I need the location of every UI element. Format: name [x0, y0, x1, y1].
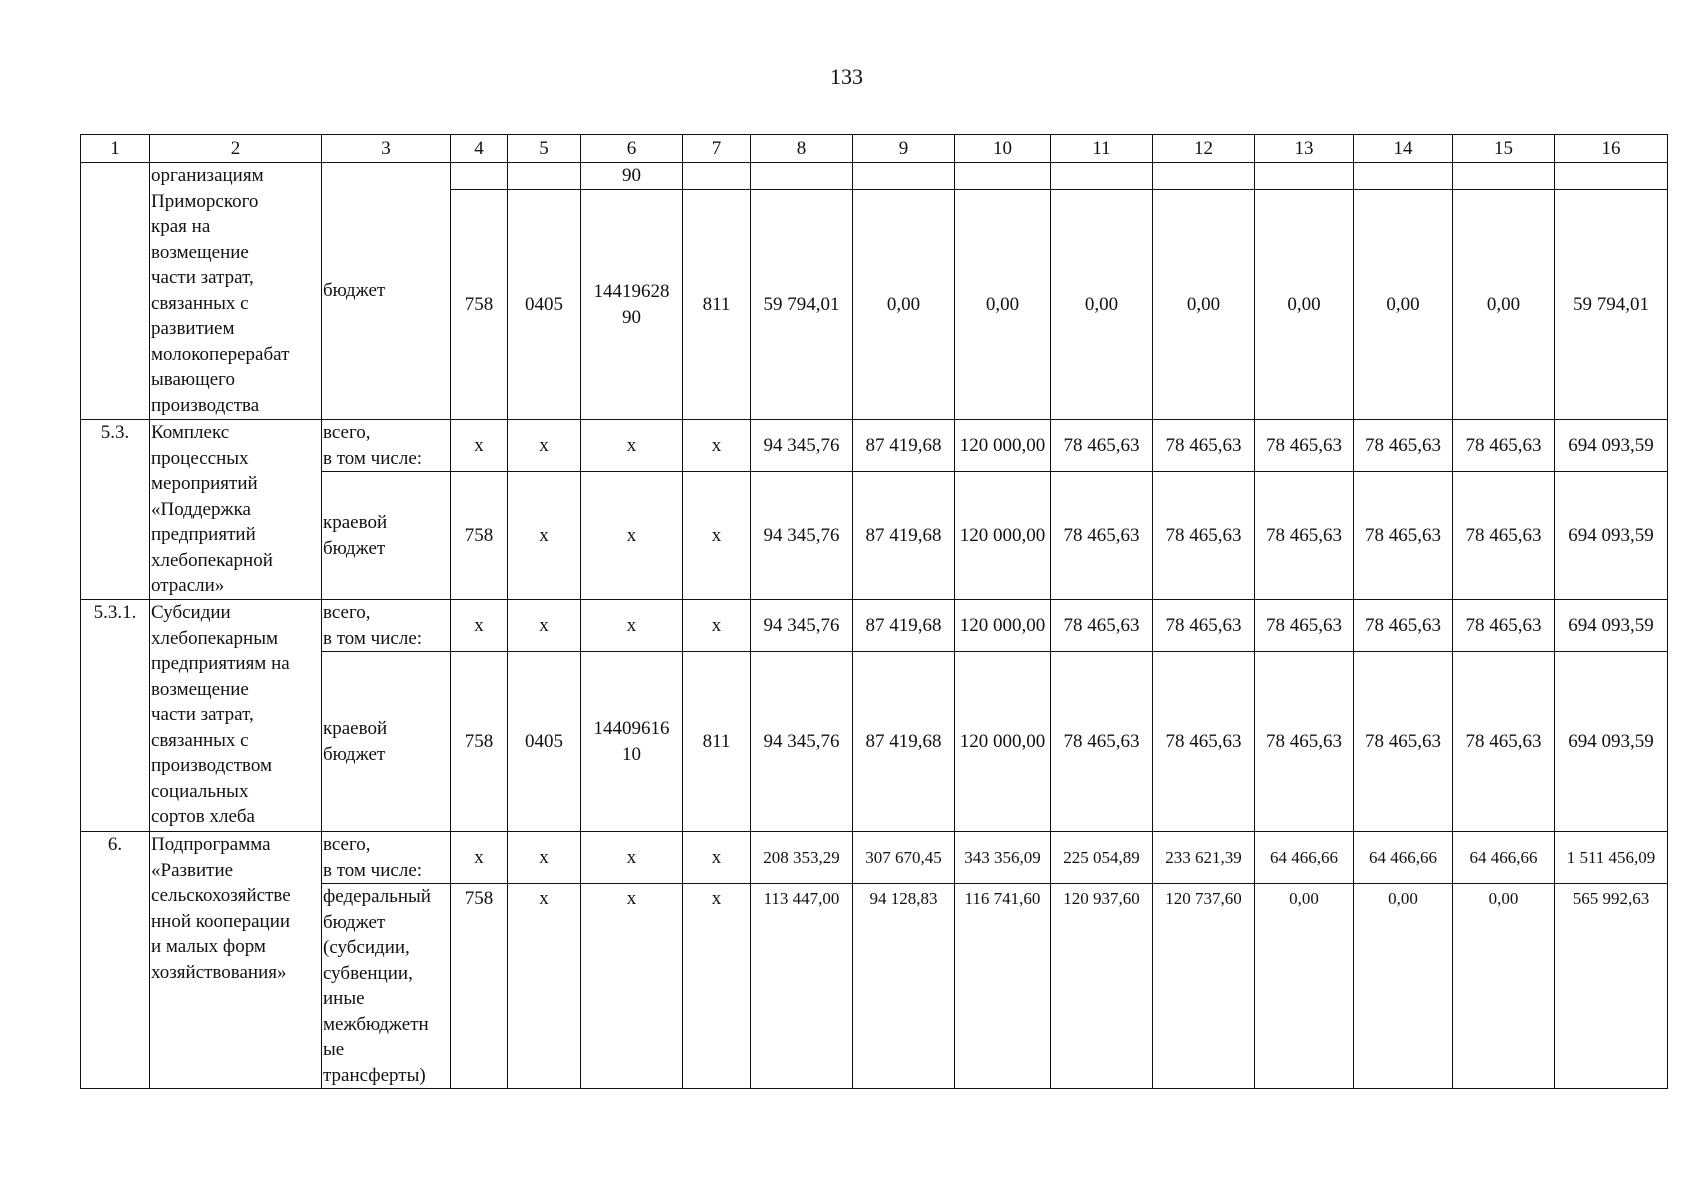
funding-source: бюджет — [322, 163, 451, 420]
value-cell: 307 670,45 — [853, 832, 955, 884]
value-cell: 120 937,60 — [1051, 884, 1153, 1089]
value-cell: 64 466,66 — [1453, 832, 1555, 884]
value-cell: 78 465,63 — [1153, 472, 1255, 600]
value-cell: 87 419,68 — [853, 472, 955, 600]
value-cell: 94 345,76 — [751, 600, 853, 652]
table-cell — [1354, 163, 1453, 190]
table-cell — [451, 163, 508, 190]
value-cell: 78 465,63 — [1453, 652, 1555, 832]
code-cell: 0405 — [508, 190, 581, 420]
value-cell: 78 465,63 — [1051, 652, 1153, 832]
value-cell: 116 741,60 — [955, 884, 1051, 1089]
header-cell: 13 — [1255, 135, 1354, 163]
header-cell: 10 — [955, 135, 1051, 163]
table-cell — [683, 163, 751, 190]
code-cell: х — [683, 884, 751, 1089]
table-row — [81, 832, 1668, 884]
table-row — [81, 420, 1668, 472]
header-cell: 5 — [508, 135, 581, 163]
value-cell: 78 465,63 — [1255, 420, 1354, 472]
value-cell: 694 093,59 — [1555, 652, 1668, 832]
value-cell: 78 465,63 — [1255, 652, 1354, 832]
header-cell: 8 — [751, 135, 853, 163]
table-cell — [853, 163, 955, 190]
value-cell: 59 794,01 — [751, 190, 853, 420]
value-cell: 78 465,63 — [1051, 420, 1153, 472]
funding-source: федеральный бюджет (субсидии, субвенции, иные межбюджетн ые трансферты) — [322, 884, 451, 1089]
funding-source: всего, в том числе: — [322, 832, 451, 884]
funding-source: краевой бюджет — [322, 472, 451, 600]
code-cell: х — [683, 420, 751, 472]
value-cell: 78 465,63 — [1255, 600, 1354, 652]
measure-name: Субсидии хлебопекарным предприятиям на возмещение части затрат, связанных с производством социальных сортов хлеба — [150, 600, 322, 832]
value-cell: 59 794,01 — [1555, 190, 1668, 420]
code-cell: х — [581, 600, 683, 652]
table-row — [81, 600, 1668, 652]
value-cell: 0,00 — [1153, 190, 1255, 420]
code-cell: х — [508, 832, 581, 884]
table-cell — [955, 163, 1051, 190]
header-cell: 11 — [1051, 135, 1153, 163]
value-cell: 94 345,76 — [751, 472, 853, 600]
header-row — [81, 135, 1668, 163]
value-cell: 78 465,63 — [1354, 472, 1453, 600]
code-cell: 90 — [581, 163, 683, 190]
code-cell: 14409616 10 — [581, 652, 683, 832]
value-cell: 78 465,63 — [1354, 652, 1453, 832]
value-cell: 694 093,59 — [1555, 600, 1668, 652]
row-index: 5.3. — [81, 420, 150, 600]
code-cell: х — [581, 472, 683, 600]
header-cell: 7 — [683, 135, 751, 163]
value-cell: 78 465,63 — [1453, 472, 1555, 600]
funding-source: всего, в том числе: — [322, 600, 451, 652]
header-cell: 3 — [322, 135, 451, 163]
value-cell: 0,00 — [1453, 884, 1555, 1089]
value-cell: 87 419,68 — [853, 420, 955, 472]
value-cell: 0,00 — [1354, 190, 1453, 420]
code-cell: х — [451, 832, 508, 884]
code-cell: х — [683, 832, 751, 884]
value-cell: 78 465,63 — [1453, 420, 1555, 472]
value-cell: 120 000,00 — [955, 472, 1051, 600]
code-cell: х — [508, 600, 581, 652]
value-cell: 0,00 — [853, 190, 955, 420]
value-cell: 694 093,59 — [1555, 420, 1668, 472]
value-cell: 78 465,63 — [1051, 600, 1153, 652]
table-cell — [508, 163, 581, 190]
code-cell: 758 — [451, 884, 508, 1089]
value-cell: 120 737,60 — [1153, 884, 1255, 1089]
value-cell: 78 465,63 — [1051, 472, 1153, 600]
table-cell — [751, 163, 853, 190]
row-index: 6. — [81, 832, 150, 1089]
header-cell: 16 — [1555, 135, 1668, 163]
value-cell: 0,00 — [1453, 190, 1555, 420]
value-cell: 113 447,00 — [751, 884, 853, 1089]
code-cell: 758 — [451, 652, 508, 832]
value-cell: 94 345,76 — [751, 420, 853, 472]
header-cell: 15 — [1453, 135, 1555, 163]
value-cell: 64 466,66 — [1354, 832, 1453, 884]
value-cell: 94 345,76 — [751, 652, 853, 832]
code-cell: х — [581, 884, 683, 1089]
code-cell: 0405 — [508, 652, 581, 832]
header-cell: 1 — [81, 135, 150, 163]
header-cell: 14 — [1354, 135, 1453, 163]
code-cell: 758 — [451, 190, 508, 420]
value-cell: 120 000,00 — [955, 652, 1051, 832]
value-cell: 208 353,29 — [751, 832, 853, 884]
table-cell — [1153, 163, 1255, 190]
value-cell: 78 465,63 — [1153, 420, 1255, 472]
header-cell: 9 — [853, 135, 955, 163]
table-cell — [1453, 163, 1555, 190]
code-cell: 811 — [683, 190, 751, 420]
value-cell: 225 054,89 — [1051, 832, 1153, 884]
code-cell: 811 — [683, 652, 751, 832]
code-cell: х — [581, 420, 683, 472]
table-cell — [1255, 163, 1354, 190]
value-cell: 565 992,63 — [1555, 884, 1668, 1089]
value-cell: 120 000,00 — [955, 420, 1051, 472]
row-index — [81, 163, 150, 420]
code-cell: 14419628 90 — [581, 190, 683, 420]
value-cell: 0,00 — [955, 190, 1051, 420]
header-cell: 12 — [1153, 135, 1255, 163]
code-cell: х — [451, 420, 508, 472]
code-cell: 758 — [451, 472, 508, 600]
value-cell: 78 465,63 — [1255, 472, 1354, 600]
funding-source: краевой бюджет — [322, 652, 451, 832]
value-cell: 78 465,63 — [1153, 652, 1255, 832]
value-cell: 78 465,63 — [1354, 420, 1453, 472]
value-cell: 78 465,63 — [1453, 600, 1555, 652]
budget-table — [80, 134, 1668, 1089]
value-cell: 343 356,09 — [955, 832, 1051, 884]
value-cell: 1 511 456,09 — [1555, 832, 1668, 884]
measure-name: Комплекс процессных мероприятий «Поддержка предприятий хлебопекарной отрасли» — [150, 420, 322, 600]
header-cell: 6 — [581, 135, 683, 163]
table-cell — [1051, 163, 1153, 190]
value-cell: 87 419,68 — [853, 652, 955, 832]
value-cell: 78 465,63 — [1153, 600, 1255, 652]
code-cell: х — [508, 420, 581, 472]
value-cell: 87 419,68 — [853, 600, 955, 652]
value-cell: 0,00 — [1255, 884, 1354, 1089]
code-cell: х — [451, 600, 508, 652]
value-cell: 0,00 — [1354, 884, 1453, 1089]
value-cell: 694 093,59 — [1555, 472, 1668, 600]
code-cell: х — [508, 884, 581, 1089]
value-cell: 64 466,66 — [1255, 832, 1354, 884]
code-cell: х — [683, 600, 751, 652]
measure-name: организациям Приморского края на возмещение части затрат, связанных с развитием молокоперерабат ывающего производства — [150, 163, 322, 420]
table-row — [81, 163, 1668, 190]
value-cell: 233 621,39 — [1153, 832, 1255, 884]
code-cell: х — [508, 472, 581, 600]
value-cell: 94 128,83 — [853, 884, 955, 1089]
measure-name: Подпрограмма «Развитие сельскохозяйстве нной кооперации и малых форм хозяйствования» — [150, 832, 322, 1089]
page-number: 133 — [830, 64, 863, 89]
value-cell: 120 000,00 — [955, 600, 1051, 652]
row-index: 5.3.1. — [81, 600, 150, 832]
header-cell: 4 — [451, 135, 508, 163]
value-cell: 78 465,63 — [1354, 600, 1453, 652]
code-cell: х — [581, 832, 683, 884]
header-cell: 2 — [150, 135, 322, 163]
code-cell: х — [683, 472, 751, 600]
value-cell: 0,00 — [1051, 190, 1153, 420]
funding-source: всего, в том числе: — [322, 420, 451, 472]
table-cell — [1555, 163, 1668, 190]
value-cell: 0,00 — [1255, 190, 1354, 420]
